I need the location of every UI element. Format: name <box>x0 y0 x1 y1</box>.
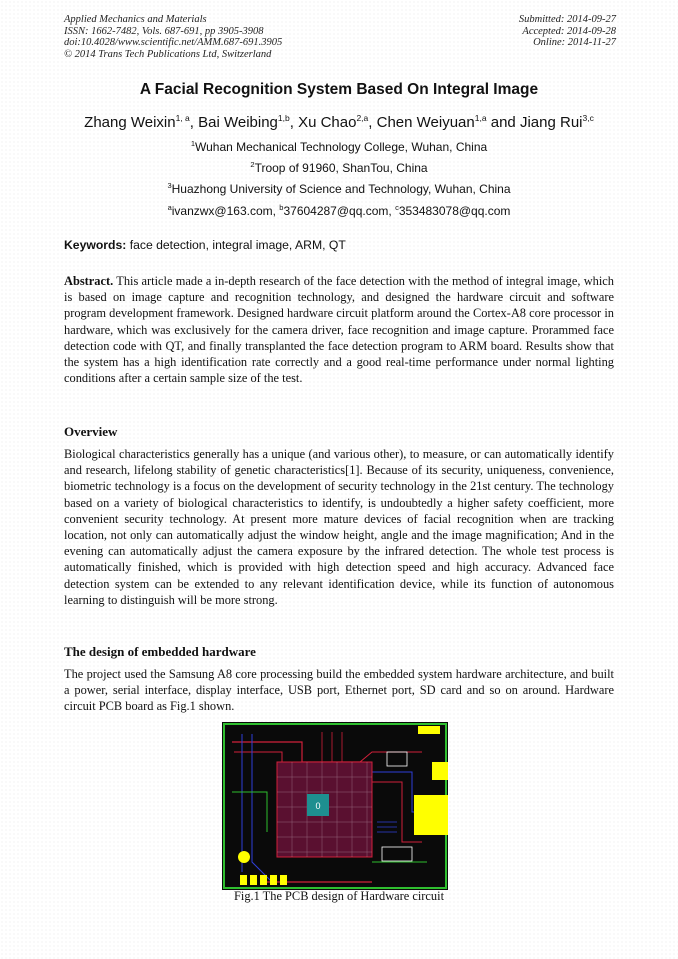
author-name: Chen Weiyuan <box>376 114 475 131</box>
paper-title: A Facial Recognition System Based On Integral Image <box>139 81 539 98</box>
email-mark: b <box>279 203 284 212</box>
affiliation-1 <box>0 139 678 154</box>
author-affiliation-mark: 1, a <box>175 113 190 123</box>
affiliation-text: Huazhong University of Science and Technology, Wuhan, China <box>171 182 511 196</box>
affiliation-mark: 2 <box>250 160 255 169</box>
journal-name: Applied Mechanics and Materials <box>64 14 207 25</box>
email-address: ivanzwx@163.com, <box>171 204 280 218</box>
journal-info <box>64 14 282 60</box>
author-affiliation-mark: 1,b <box>277 113 290 123</box>
hardware-paragraph: The project used the Samsung A8 core processing build the embedded system hardware architecture, and built a power, serial interface, display interface, USB port, Ethernet port, SD card and so on around. Hardware circuit PCB board as Fig.1 shown. <box>64 667 614 714</box>
author-name: Jiang Rui <box>519 114 583 131</box>
section-heading-overview: Overview <box>64 424 118 439</box>
author-list <box>0 113 678 131</box>
keywords <box>64 238 616 252</box>
author-affiliation-mark: 1,a <box>474 113 487 123</box>
figure-caption: Fig.1 The PCB design of Hardware circuit <box>233 889 445 903</box>
cpu-chip-label: 0 <box>315 801 321 811</box>
author-affiliation-mark: 2,a <box>356 113 369 123</box>
affiliation-text: Troop of 91960, ShanTou, China <box>254 161 428 175</box>
email-mark: a <box>167 203 172 212</box>
author-separator: , <box>189 114 199 131</box>
author-name: Zhang Weixin <box>84 114 176 131</box>
affiliation-3 <box>0 181 678 196</box>
header-pins <box>418 726 440 734</box>
submitted-date: Submitted: 2014-09-27 <box>518 14 616 25</box>
affiliation-text: Wuhan Mechanical Technology College, Wuhan, China <box>194 140 488 154</box>
side-connector <box>432 762 448 780</box>
usb-connector <box>414 795 448 835</box>
abstract <box>64 273 614 386</box>
mounting-pad <box>238 851 250 863</box>
submission-dates <box>519 14 616 49</box>
author-name: Bai Weibing <box>198 114 278 131</box>
abstract-label: Abstract. <box>64 274 114 288</box>
email-line <box>0 203 678 218</box>
keywords-label: Keywords: <box>64 238 127 252</box>
affiliation-mark: 1 <box>190 139 195 148</box>
online-date: Online: 2014-11-27 <box>533 37 616 49</box>
copyright-line: © 2014 Trans Tech Publications Ltd, Switzerland <box>64 48 272 60</box>
issn-line: ISSN: 1662-7482, Vols. 687-691, pp 3905-3908 <box>64 25 264 37</box>
email-mark: c <box>395 203 399 212</box>
author-affiliation-mark: 3,c <box>582 113 594 123</box>
author-separator: , <box>368 114 377 131</box>
doi-line: doi:10.4028/www.scientific.net/AMM.687-691.3905 <box>64 37 283 49</box>
pcb-figure <box>222 722 448 890</box>
email-address: 353483078@qq.com <box>398 204 511 218</box>
affiliation-mark: 3 <box>167 181 172 190</box>
overview-paragraph: Biological characteristics generally has a unique (and various other), to measure, or can automatically identify and research, lifelong stability of genetic characteristics[1]. Because of its security, uniqueness, convenience, biometric technology is a focus on the development of security technology in the 21st century. The technology based on a variety of biological characteristics to identify, is undoubtedly a higher safety coefficient, more convenient security technology. At present more mature devices of facial recognition when are tracking location, not only can automatically adjust the window height, angle and the image magnification; And in the evening can automatically adjust the camera exposure by the infrared detection. The whole test process is automatically finished, which is provided with high detection speed and high accuracy. Advanced face detection system can be extended to any relevant identification device, while its function of autonomous learning to distinguish will be more strong. <box>64 447 614 607</box>
email-address: 37604287@qq.com, <box>283 204 396 218</box>
author-separator: and <box>486 114 520 131</box>
accepted-date: Accepted: 2014-09-28 <box>522 25 616 37</box>
keywords-text: face detection, integral image, ARM, QT <box>126 238 346 252</box>
affiliation-2 <box>0 160 678 175</box>
section-heading-hardware: The design of embedded hardware <box>64 644 256 659</box>
author-separator: , <box>289 114 299 131</box>
author-name: Xu Chao <box>298 114 357 131</box>
abstract-text: This article made a in-depth research of the face detection with the method of integral image, which is based on image capture and recognition technology, and designed the hardware circuit and software program development framework. Designed hardware circuit platform around the Cortex-A8 core processor in hardware, which was exclusively for the camera driver, face recognition and image capture. Prorammed face detection code with QT, and finally transplanted the face detection program to ARM board. Results show that the system has a high identification rate correctly and a good real-time performance under normal lighting conditions after a certain sample size of the test. <box>64 274 614 386</box>
